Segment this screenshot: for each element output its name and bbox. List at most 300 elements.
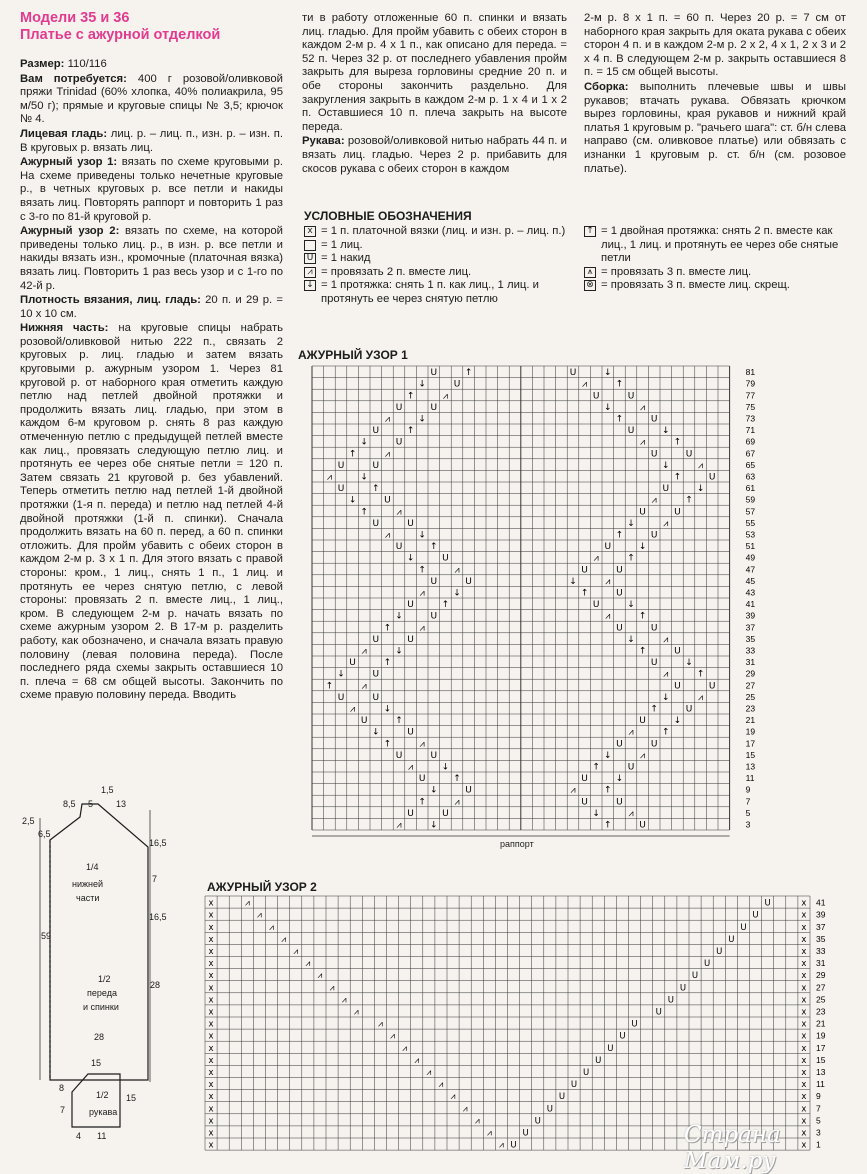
stitch-symbol: ↑ <box>383 739 392 750</box>
dim-label: 1/2 <box>96 1090 109 1100</box>
garment-schematic <box>10 782 190 1152</box>
stitch-symbol: ↓ <box>673 716 682 727</box>
stitch-symbol: U <box>616 588 623 599</box>
stitch-symbol: ⩘ <box>442 391 448 402</box>
row-number: 29 <box>745 668 756 679</box>
legend-symbol-icon: ↑ <box>584 226 596 237</box>
stitch-symbol: U <box>337 460 345 471</box>
dim-label: 59 <box>41 931 52 941</box>
stitch-symbol: x <box>801 1043 807 1054</box>
row-number: 65 <box>745 459 756 470</box>
stitch-symbol: ↑ <box>685 495 693 506</box>
stitch-symbol: ⩘ <box>628 727 634 738</box>
row-number: 5 <box>816 1115 821 1126</box>
stitch-symbol: x <box>208 1031 214 1042</box>
stitch-symbol: x <box>208 934 214 945</box>
stitch-symbol: ⩘ <box>419 588 425 599</box>
stitch-symbol: ↑ <box>383 658 392 669</box>
stitch-symbol: ⩘ <box>663 634 669 645</box>
stitch-symbol: x <box>801 1019 807 1030</box>
stitch-symbol: ⩘ <box>605 576 611 587</box>
stitch-symbol: x <box>801 898 807 909</box>
stitch-symbol: U <box>752 910 759 921</box>
stitch-symbol: U <box>372 426 380 437</box>
stitch-symbol: U <box>674 681 681 692</box>
stitch-symbol: x <box>801 1080 807 1091</box>
row-number: 51 <box>745 541 756 552</box>
stitch-symbol: U <box>674 507 681 518</box>
dim-label: 8,5 <box>63 799 76 809</box>
dim-label: 5 <box>88 799 94 809</box>
stitch-symbol: ↓ <box>360 472 368 483</box>
stitch-symbol: x <box>208 1055 214 1066</box>
paragraph <box>584 12 846 80</box>
row-number: 25 <box>745 691 756 702</box>
paragraph-heading: Сборка: <box>584 80 629 93</box>
stitch-symbol: ⩘ <box>293 947 299 957</box>
stitch-symbol: U <box>430 368 438 379</box>
stitch-symbol: ↑ <box>638 646 647 657</box>
stitch-symbol: U <box>655 1007 662 1018</box>
legend-text: = 1 протяжка: снять 1 п. как лиц., 1 лиц. и протянуть ее через снятую петлю <box>321 279 539 305</box>
row-number: 77 <box>745 390 756 401</box>
stitch-symbol: ⩘ <box>454 797 460 808</box>
stitch-symbol: ⩘ <box>570 785 576 796</box>
row-number: 31 <box>745 657 756 668</box>
stitch-symbol: ⩘ <box>582 379 588 390</box>
legend-item <box>584 266 846 280</box>
stitch-symbol: ↓ <box>395 646 403 657</box>
stitch-symbol: U <box>337 484 345 495</box>
stitch-symbol: ⩘ <box>640 750 646 761</box>
stitch-symbol: U <box>407 727 414 738</box>
stitch-symbol: ⩘ <box>402 1043 408 1054</box>
dim-label: 15 <box>126 1093 137 1103</box>
stitch-symbol: U <box>522 1128 529 1139</box>
stitch-symbol: ⩘ <box>378 1019 383 1030</box>
stitch-symbol: ↓ <box>638 542 647 553</box>
stitch-symbol: x <box>208 910 214 921</box>
stitch-symbol: ⩘ <box>396 820 402 831</box>
stitch-symbol: U <box>708 472 716 483</box>
legend-symbol-icon: U <box>304 253 316 264</box>
legend-symbol-icon: ⩘ <box>304 267 316 278</box>
stitch-symbol: ↓ <box>662 426 670 437</box>
text-column-3 <box>584 12 846 177</box>
stitch-symbol: U <box>453 379 461 390</box>
row-number: 5 <box>745 807 751 818</box>
stitch-symbol: ↓ <box>360 437 368 448</box>
stitch-symbol: ↓ <box>383 704 392 715</box>
paragraph-heading: Размер: <box>20 58 65 70</box>
stitch-symbol: U <box>465 785 472 796</box>
stitch-symbol: U <box>395 750 403 761</box>
dim-label: 1/4 <box>86 862 99 872</box>
stitch-symbol: x <box>801 922 807 933</box>
stitch-symbol: ↓ <box>418 530 426 541</box>
stitch-symbol: U <box>442 553 449 564</box>
stitch-symbol: x <box>801 934 807 945</box>
stitch-symbol: ⩘ <box>419 739 425 750</box>
row-number: 67 <box>745 448 756 459</box>
paragraph <box>20 73 283 127</box>
stitch-symbol: U <box>685 704 693 715</box>
legend-item <box>304 266 569 280</box>
stitch-symbol: U <box>650 623 658 634</box>
stitch-symbol: ⩘ <box>640 402 646 413</box>
row-number: 39 <box>745 610 756 621</box>
stitch-symbol: ↓ <box>627 600 635 611</box>
stitch-symbol: x <box>208 922 214 933</box>
stitch-symbol: ↓ <box>441 762 450 773</box>
stitch-symbol: x <box>208 971 214 982</box>
row-number: 1 <box>816 1139 821 1150</box>
paragraph <box>584 81 846 176</box>
stitch-symbol: x <box>801 1128 807 1139</box>
paragraph <box>20 322 283 703</box>
legend-item <box>304 252 569 266</box>
stitch-symbol: x <box>801 959 807 970</box>
stitch-symbol: U <box>616 797 623 808</box>
stitch-symbol: U <box>639 716 646 727</box>
chart2-gridlines <box>205 896 810 1150</box>
stitch-symbol: U <box>430 402 438 413</box>
stitch-symbol: ⩘ <box>408 762 414 773</box>
stitch-symbol: ⩘ <box>341 995 347 1006</box>
stitch-symbol: ↓ <box>662 692 670 703</box>
legend-right <box>584 225 846 293</box>
paragraph <box>20 156 283 224</box>
row-number: 35 <box>816 933 826 944</box>
paragraph-text: на круговые спицы набрать розовой/оливковой нитью 222 п., связать 2 круговых р. лиц. гладью и затем вязать круговыми р. ажурным узором 1. Через 81 круговой р. от наборного края отметить каждую петлю над петлей двойной протяжки и продолжить вязать лиц. гладью, при этом в каждом 6-м круговом р. снять 8 раз каждую отмеченную петлю с предыдущей петлей вместе как лиц., провязать следующую петлю лиц. и протянуть ее через обе снятые петли = 120 п. Затем связать 21 круговой р. без убавлений. Теперь отметить петлю над петлей 1-й двойной протяжки (1-я п. переда) и петлю над петлей 4-й двойной протяжки (1-й п. спинки). Сначала продолжить вязать на 60 п. перед, а 60 п. спинки отложить. Для пройм убавить с обеих сторон в каждом 2-м р. 3 x 1 п. Для этого вязать с правой стороны: кром., 1 лиц., снять 1 п., 1 лиц. и протянуть ее через снятую петлю, с левой стороны: провязать 2 п. вместе лиц., 1 лиц., кром. В следующем 2-м р. начать вязать по схеме ажурным узором 2. В 17-м р. разделить работу, как обозначено, и сначала вязать правую половину (левая половина переда). После последнего ряда схемы закрыть оставшиеся 10 п. плеча = 68 см общей высоты. Закончить по схеме правую половину переда. Вводить <box>20 322 284 702</box>
stitch-symbol: U <box>583 1068 590 1078</box>
dim-label: 15 <box>91 1058 102 1068</box>
legend-text: = провязать 3 п. вместе лиц. скрещ. <box>601 279 790 291</box>
row-number: 57 <box>745 506 756 517</box>
legend-item <box>304 239 569 253</box>
stitch-symbol: x <box>208 995 214 1006</box>
row-number: 9 <box>816 1091 821 1102</box>
stitch-symbol: ↓ <box>696 484 705 495</box>
stitch-symbol: ↓ <box>406 553 415 564</box>
rapport-label: раппорт <box>500 839 534 849</box>
stitch-symbol: ↓ <box>348 495 357 506</box>
stitch-symbol: U <box>395 542 403 553</box>
dim-label: нижней <box>72 879 104 889</box>
stitch-symbol: ↑ <box>441 600 450 611</box>
dim-label: 13 <box>116 799 127 809</box>
dim-label: 4 <box>76 1131 82 1141</box>
paragraph <box>302 12 567 134</box>
stitch-symbol: x <box>801 1055 807 1066</box>
legend-text: = провязать 3 п. вместе лиц. <box>601 265 752 278</box>
stitch-symbol: U <box>708 681 716 692</box>
dim-label: 1/2 <box>98 974 111 984</box>
stitch-symbol: ↑ <box>592 762 600 773</box>
row-number: 45 <box>745 575 756 586</box>
row-number: 37 <box>745 622 756 633</box>
paragraph <box>20 128 283 155</box>
stitch-symbol: ⩘ <box>361 646 367 657</box>
stitch-symbol: ↑ <box>615 414 624 425</box>
stitch-symbol: ⩘ <box>317 971 323 982</box>
stitch-symbol: ⩘ <box>698 692 704 703</box>
stitch-symbol: U <box>674 646 681 657</box>
stitch-symbol: ↑ <box>604 785 612 796</box>
row-number: 29 <box>816 970 826 981</box>
paragraph-text: выполнить плечевые швы и швы рукавов; втачать рукава. Обвязать крючком вырез горловины, края рукавов и нижний край платья 1 круговым р. "рачьего шага": ст. б/н слева направо (см. оливковое платье) или обвязать с изнанки 1 круговым р. ст. б/н (см. розовое платье). <box>584 80 846 175</box>
stitch-symbol: U <box>604 542 612 553</box>
dim-label: 7 <box>60 1105 66 1115</box>
stitch-symbol: ↓ <box>604 368 612 379</box>
row-number: 73 <box>745 413 756 424</box>
stitch-symbol: ⩘ <box>390 1031 395 1042</box>
row-number: 11 <box>745 773 755 784</box>
stitch-symbol: U <box>662 484 670 495</box>
stitch-symbol: U <box>716 947 723 957</box>
paragraph <box>20 294 283 321</box>
stitch-symbol: U <box>691 971 699 982</box>
stitch-symbol: x <box>208 1140 214 1151</box>
chart2-title: АЖУРНЫЙ УЗОР 2 <box>207 880 317 894</box>
dim-label: 16,5 <box>149 912 167 922</box>
stitch-symbol: x <box>208 898 214 909</box>
row-number: 15 <box>816 1054 826 1065</box>
stitch-symbol: U <box>619 1031 626 1042</box>
stitch-symbol: U <box>616 565 623 576</box>
legend-item <box>584 225 846 266</box>
stitch-symbol: U <box>372 634 380 645</box>
stitch-symbol: U <box>360 716 368 727</box>
stitch-symbol: U <box>372 460 380 471</box>
row-number: 9 <box>745 784 751 795</box>
dim-label: 8 <box>59 1083 65 1093</box>
stitch-symbol: U <box>639 820 646 831</box>
models-title: Модели 35 и 36 <box>20 10 130 26</box>
legend-symbol-icon: x <box>304 226 316 237</box>
row-number: 3 <box>745 819 751 830</box>
stitch-symbol: ↑ <box>638 611 647 622</box>
dim-label: 11 <box>97 1131 107 1141</box>
stitch-symbol: ⩘ <box>462 1104 468 1115</box>
row-number: 43 <box>745 587 756 598</box>
stitch-symbol: U <box>430 611 438 622</box>
paragraph-heading: Вам потребуется: <box>20 72 127 85</box>
stitch-symbol: ↑ <box>360 507 368 518</box>
stitch-symbol: ↓ <box>430 820 438 831</box>
row-number: 15 <box>745 749 756 760</box>
row-number: 55 <box>745 517 756 528</box>
row-number: 53 <box>745 529 756 540</box>
paragraph-text: 400 г розовой/оливковой пряжи Trinidad (60% хлопка, 40% полиакрила, 95 м/50 г); прямые и круговые спицы № 3,5; крючок № 4. <box>20 72 283 126</box>
legend-symbol-icon: ↓ <box>304 280 316 291</box>
row-number: 25 <box>816 994 826 1005</box>
stitch-symbol: ↑ <box>464 368 473 379</box>
stitch-symbol: ↑ <box>615 379 624 390</box>
stitch-symbol: ↓ <box>604 750 612 761</box>
row-number: 37 <box>816 921 826 932</box>
stitch-symbol: ↓ <box>372 727 380 738</box>
stitch-symbol: U <box>546 1104 553 1115</box>
stitch-symbol: ⩘ <box>438 1080 444 1091</box>
stitch-symbol: x <box>208 1116 214 1127</box>
stitch-symbol: ⩘ <box>426 1068 432 1078</box>
stitch-symbol: ⩘ <box>593 553 599 564</box>
paragraph-text: 20 п. и 29 р. = 10 x 10 см. <box>20 294 283 320</box>
row-number: 59 <box>745 494 756 505</box>
stitch-symbol: ⩘ <box>350 704 356 715</box>
paragraph-text: розовой/оливковой нитью набрать 44 п. и вязать лиц. гладью. Через 2 р. прибавить для скосов рукава с обеих сторон в каждом <box>302 135 567 175</box>
row-number: 17 <box>745 738 756 749</box>
text-column-2 <box>302 12 567 177</box>
stitch-symbol: U <box>418 774 426 785</box>
dim-label: 2,5 <box>22 816 35 826</box>
stitch-symbol: U <box>650 658 658 669</box>
legend-symbol-icon: ⩚ <box>584 267 596 278</box>
stitch-symbol: ⩘ <box>663 518 669 529</box>
stitch-symbol: ⩘ <box>326 472 332 483</box>
paragraph-text: ти в работу отложенные 60 п. спинки и вязать лиц. гладью. Для пройм убавить с обеих сторон в каждом 2-м р. 4 x 1 п., как описано для переда. = 52 п. Через 32 р. от последнего убавления пройм закрыть для выреза горловины средние 20 п. и обе стороны закончить раздельно. Для закругления закрыть в каждом 2-м р. 1 x 4 и 1 x 2 п. Оставшиеся 10 п. плеча закрыть на высоте переда. <box>302 12 567 133</box>
legend-text: = 1 п. платочной вязки (лиц. и изн. р. – лиц. п.) <box>321 225 566 237</box>
stitch-symbol: U <box>650 739 658 750</box>
stitch-symbol: ↓ <box>627 518 635 529</box>
stitch-symbol: U <box>349 658 356 669</box>
stitch-symbol: ↑ <box>395 716 403 727</box>
stitch-symbol: U <box>704 959 711 970</box>
stitch-symbol: ↑ <box>406 426 415 437</box>
stitch-symbol: x <box>801 1116 807 1127</box>
text-column-1 <box>20 58 283 704</box>
paragraph <box>302 135 567 176</box>
stitch-symbol: U <box>650 449 658 460</box>
stitch-symbol: U <box>407 808 414 819</box>
stitch-symbol: U <box>534 1116 541 1127</box>
stitch-symbol: U <box>569 368 577 379</box>
row-number: 21 <box>745 715 756 726</box>
stitch-symbol: U <box>395 437 403 448</box>
dim-label: части <box>76 893 100 903</box>
stitch-symbol: ↓ <box>430 785 438 796</box>
legend-item <box>584 279 846 293</box>
row-number: 17 <box>816 1042 826 1053</box>
stitch-symbol: ⩘ <box>499 1140 504 1151</box>
paragraph-text: 2-м р. 8 x 1 п. = 60 п. Через 20 р. = 7 см от наборного края закрыть для оката рукава с обеих сторон 4 п. и в каждом 2-м р. 2 x 2, 4 x 1, 2 x 3 и 2 x 4 п. В следующем 2-м р. закрыть оставшиеся 8 п. = 15 см общей высоты. <box>584 12 846 79</box>
row-number: 33 <box>745 645 756 656</box>
stitch-symbol: U <box>407 634 414 645</box>
stitch-symbol: ↓ <box>337 669 345 680</box>
stitch-symbol: U <box>650 414 658 425</box>
stitch-symbol: ⩘ <box>384 414 390 425</box>
stitch-symbol: ⩘ <box>329 983 335 994</box>
stitch-symbol: ⩘ <box>640 437 646 448</box>
row-number: 63 <box>745 471 756 482</box>
stitch-symbol: ⩘ <box>257 910 262 921</box>
dim-label: рукава <box>89 1107 118 1117</box>
stitch-symbol: ↑ <box>673 472 682 483</box>
row-number: 41 <box>745 599 756 610</box>
stitch-symbol: ⩘ <box>244 898 250 909</box>
stitch-symbol: ⩘ <box>663 669 669 680</box>
stitch-symbol: ↑ <box>453 774 461 785</box>
stitch-symbol: ⩘ <box>361 681 367 692</box>
watermark-logo: Страна Мам.ру <box>684 1122 781 1174</box>
paragraph-heading: Нижняя часть: <box>20 322 109 335</box>
stitch-symbol: x <box>208 1092 214 1103</box>
stitch-symbol: x <box>801 971 807 982</box>
legend-text: = 1 лиц. <box>321 238 363 251</box>
lace-chart-1 <box>312 366 756 836</box>
legend-text: = 1 двойная протяжка: снять 2 п. вместе как лиц., 1 лиц. и протянуть ее через обе снятые петли <box>601 225 839 264</box>
stitch-symbol: U <box>740 922 747 933</box>
stitch-symbol: ↑ <box>430 542 438 553</box>
row-number: 47 <box>745 564 756 575</box>
stitch-symbol: x <box>801 1092 807 1103</box>
paragraph-heading: Ажурный узор 2: <box>20 225 120 238</box>
paragraph-heading: Плотность вязания, лиц. гладь: <box>20 294 201 307</box>
stitch-symbol: U <box>581 565 588 576</box>
stitch-symbol: ⩘ <box>450 1092 456 1103</box>
stitch-symbol: U <box>592 600 600 611</box>
dim-label: 7 <box>152 874 158 884</box>
stitch-symbol: x <box>208 1080 214 1091</box>
stitch-symbol: ⩘ <box>353 1007 359 1018</box>
dim-label: переда <box>87 988 117 998</box>
row-number: 13 <box>745 761 756 772</box>
legend-symbol-icon <box>304 240 316 251</box>
legend-text: = провязать 2 п. вместе лиц. <box>321 265 472 278</box>
dim-label: 6,5 <box>38 829 51 839</box>
stitch-symbol: ↓ <box>662 460 670 471</box>
lace-chart-2 <box>205 896 835 1156</box>
stitch-symbol: x <box>801 910 807 921</box>
dim-label: 16,5 <box>149 838 167 848</box>
stitch-symbol: ↓ <box>395 611 403 622</box>
row-number: 27 <box>816 982 826 993</box>
stitch-symbol: ⩘ <box>384 449 390 460</box>
row-number: 13 <box>816 1067 826 1077</box>
stitch-symbol: x <box>208 1043 214 1054</box>
dim-label: 1,5 <box>101 785 114 795</box>
row-number: 7 <box>745 796 751 807</box>
row-number: 39 <box>816 909 826 920</box>
stitch-symbol: U <box>728 934 735 945</box>
stitch-symbol: ↑ <box>418 565 426 576</box>
stitch-symbol: ↑ <box>348 449 357 460</box>
stitch-symbol: x <box>208 1104 214 1115</box>
stitch-symbol: x <box>801 947 807 957</box>
stitch-symbol: ↓ <box>627 634 635 645</box>
stitch-symbol: U <box>372 692 380 703</box>
row-number: 19 <box>745 726 756 737</box>
stitch-symbol: U <box>685 449 693 460</box>
stitch-symbol: ↑ <box>383 623 392 634</box>
stitch-symbol: x <box>208 983 214 994</box>
paragraph-heading: Лицевая гладь: <box>20 127 108 140</box>
row-number: 41 <box>816 897 826 908</box>
stitch-symbol: U <box>510 1140 517 1151</box>
dim-label: и спинки <box>83 1002 119 1012</box>
stitch-symbol: ⩘ <box>454 565 460 576</box>
stitch-symbol: U <box>570 1080 578 1091</box>
stitch-symbol: ↑ <box>696 669 705 680</box>
row-number: 69 <box>745 436 756 447</box>
paragraph-text: 110/116 <box>64 58 107 70</box>
stitch-symbol: ↑ <box>627 553 635 564</box>
paragraph <box>20 58 283 72</box>
stitch-symbol: x <box>208 1019 214 1030</box>
stitch-symbol: x <box>801 1140 807 1151</box>
stitch-symbol: U <box>372 518 380 529</box>
